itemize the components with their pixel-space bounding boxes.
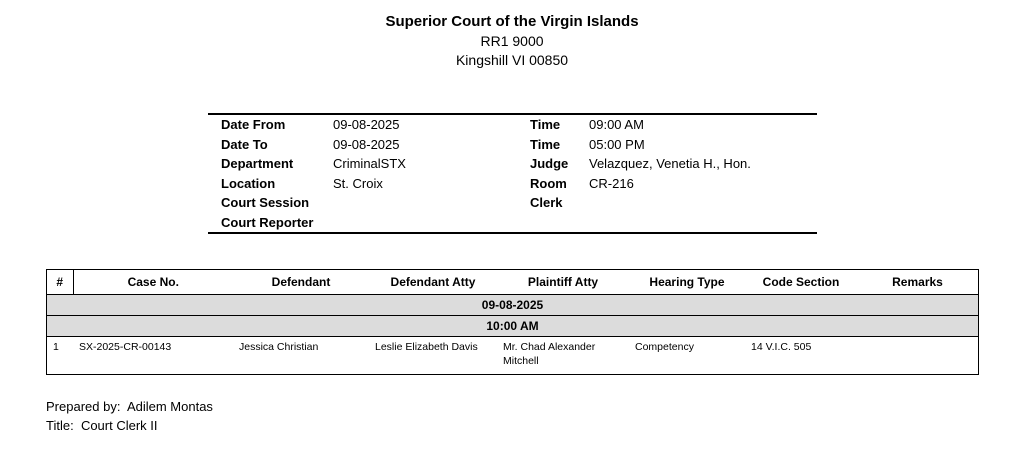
cell-plaintiff-atty: Mr. Chad Alexander Mitchell <box>503 341 596 367</box>
date-to-label: Date To <box>221 136 268 152</box>
col-header-code-section: Code Section <box>745 270 857 295</box>
session-info-table <box>208 115 817 232</box>
court-reporter-value <box>333 213 530 233</box>
col-header-num: # <box>47 270 73 295</box>
address-line-2: Kingshill VI 00850 <box>455 52 569 68</box>
judge-label: Judge <box>530 156 569 171</box>
cell-remarks <box>857 337 978 375</box>
prepared-by-value: Adilem Montas <box>126 399 213 414</box>
col-header-defendant: Defendant <box>233 270 369 295</box>
report-footer <box>46 397 213 435</box>
info-bottom-rule <box>208 232 817 234</box>
prepared-by-label: Prepared by: <box>46 399 121 414</box>
date-from-label: Date From <box>221 117 286 132</box>
clerk-label: Clerk <box>530 195 563 210</box>
time-to-label: Time <box>530 136 561 152</box>
cell-num: 1 <box>53 341 59 353</box>
time-from-value: 09:00 AM <box>589 117 644 132</box>
calendar-table-frame <box>46 269 979 375</box>
col-header-hearing-type: Hearing Type <box>629 270 745 295</box>
col-header-case-no: Case No. <box>73 270 233 295</box>
court-session-value <box>333 193 530 213</box>
session-info-block <box>208 113 817 234</box>
court-name: Superior Court of the Virgin Islands <box>385 13 639 30</box>
date-from-value: 09-08-2025 <box>333 117 400 132</box>
col-header-defendant-atty: Defendant Atty <box>369 270 497 295</box>
prepared-by-line <box>46 397 213 416</box>
date-group-row <box>47 295 978 316</box>
time-to-value: 05:00 PM <box>589 136 645 152</box>
court-reporter-label: Court Reporter <box>221 214 314 230</box>
table-row <box>47 337 978 375</box>
clerk-value <box>589 193 817 213</box>
cell-code-section: 14 V.I.C. 505 <box>751 341 812 353</box>
col-header-remarks: Remarks <box>857 270 978 295</box>
time-group-row <box>47 316 978 337</box>
cell-case-no: SX-2025-CR-00143 <box>79 341 172 353</box>
time-from-label: Time <box>530 117 561 132</box>
room-label: Room <box>530 175 567 191</box>
col-header-plaintiff-atty: Plaintiff Atty <box>497 270 629 295</box>
court-session-label: Court Session <box>221 195 310 210</box>
address-line-1: RR1 9000 <box>480 33 544 49</box>
time-group-label: 10:00 AM <box>47 316 978 337</box>
cell-defendant: Jessica Christian <box>239 341 319 353</box>
location-label: Location <box>221 175 276 191</box>
department-value: CriminalSTX <box>333 156 406 171</box>
location-value: St. Croix <box>333 175 383 191</box>
report-header <box>0 12 1024 70</box>
department-label: Department <box>221 156 294 171</box>
judge-value: Velazquez, Venetia H., Hon. <box>589 156 751 171</box>
title-value: Court Clerk II <box>80 418 158 433</box>
room-value: CR-216 <box>589 175 634 191</box>
table-header-row <box>47 270 978 295</box>
calendar-table <box>47 270 978 374</box>
date-to-value: 09-08-2025 <box>333 136 400 152</box>
date-group-label: 09-08-2025 <box>47 295 978 316</box>
cell-defendant-atty: Leslie Elizabeth Davis <box>375 341 478 353</box>
title-line <box>46 416 213 435</box>
cell-hearing-type: Competency <box>635 341 694 353</box>
title-label: Title: <box>46 418 74 433</box>
